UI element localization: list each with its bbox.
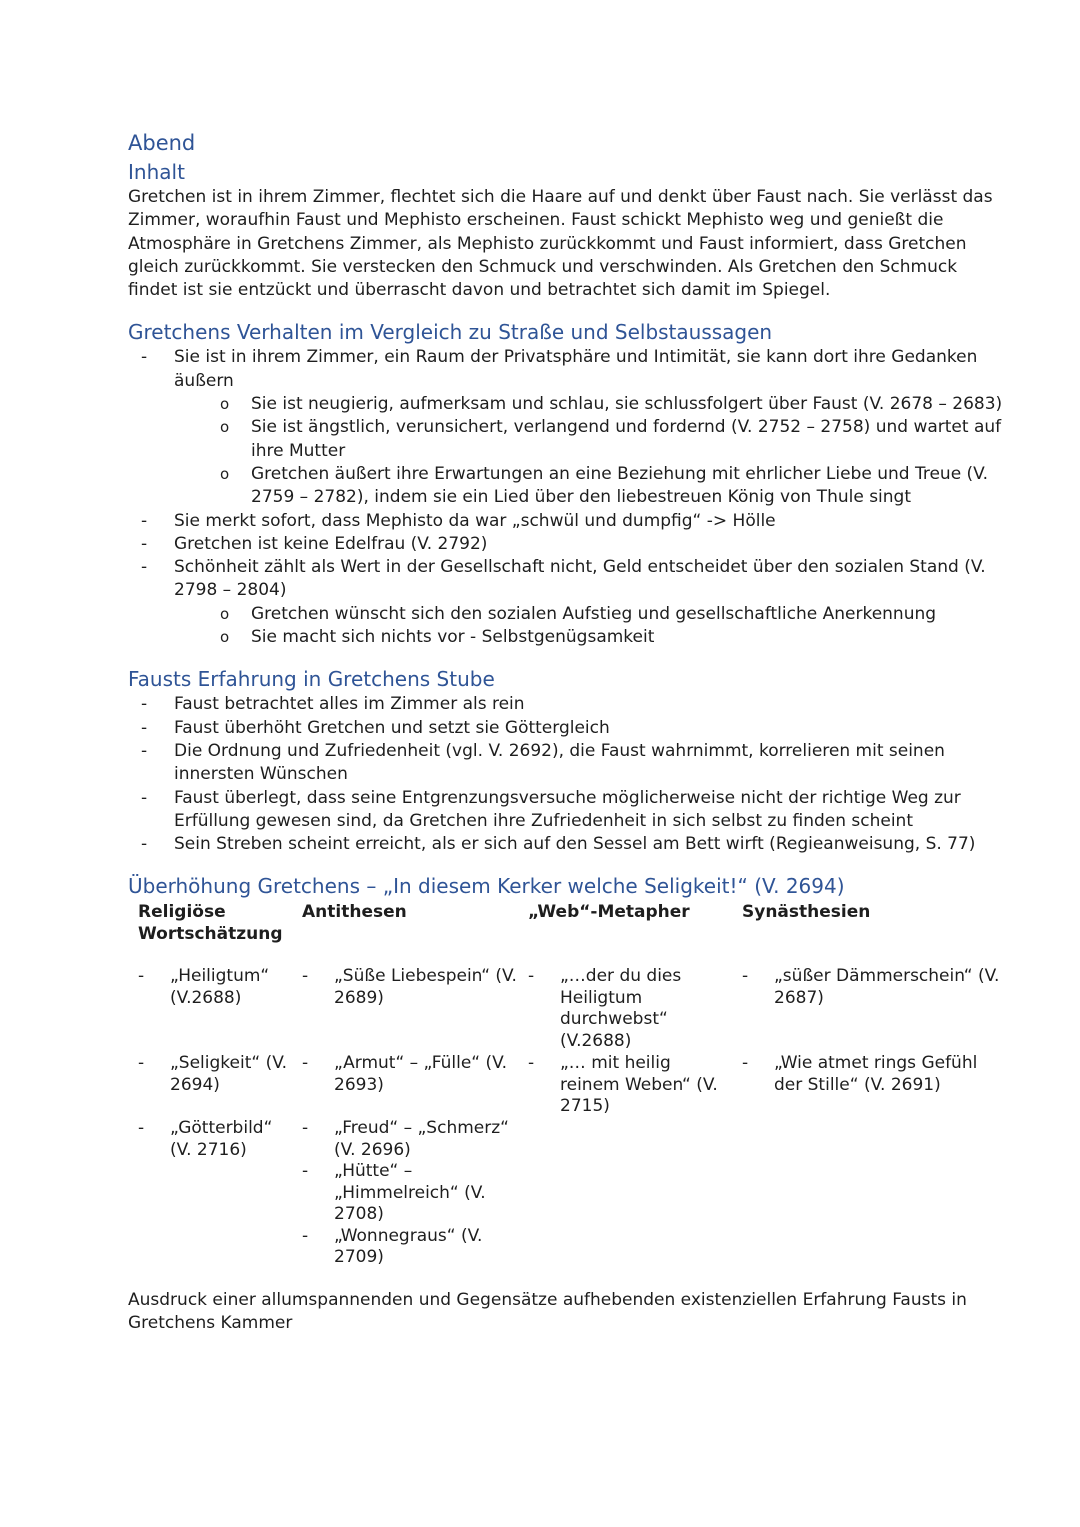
document-page	[128, 128, 1008, 1336]
table-item: - „…der du dies Heiligtum durchwebst“ (V.2688)	[518, 966, 732, 1053]
table-item: - „… mit heilig reinem Weben“ (V. 2715)	[518, 1053, 732, 1118]
list-item: - Faust überhöht Gretchen und setzt sie Göttergleich	[128, 717, 1008, 740]
column-header: „Web“-Metapher	[528, 902, 690, 923]
list-item: - Sie merkt sofort, dass Mephisto da war „schwül und dumpfig“ -> Hölle	[128, 510, 1008, 533]
column-header: Synästhesien	[742, 902, 871, 923]
list-item-text: Sie ist in ihrem Zimmer, ein Raum der Privatsphäre und Intimität, sie kann dort ihre Gedanken äußern	[174, 347, 978, 391]
verhalten-heading: Gretchens Verhalten im Vergleich zu Straße und Selbstaussagen	[128, 320, 773, 345]
religioes-column	[128, 945, 292, 1269]
table-item: - „Süße Liebespein“ (V. 2689)	[292, 966, 518, 1053]
list-item: - Die Ordnung und Zufriedenheit (vgl. V. 2692), die Faust wahrnimmt, korrelieren mit seinen innersten Wünschen	[128, 740, 1008, 787]
list-item: - Faust betrachtet alles im Zimmer als rein	[128, 693, 1008, 716]
table-item: - „Seligkeit“ (V. 2694)	[128, 1053, 292, 1118]
sub-list-item: o Sie ist ängstlich, verunsichert, verlangend und fordernd (V. 2752 – 2758) und wartet auf ihre Mutter	[128, 416, 1008, 463]
page-title: Abend	[128, 131, 196, 155]
verhalten-section	[128, 318, 1008, 649]
list-item-text: Schönheit zählt als Wert in der Gesellschaft nicht, Geld entscheidet über den sozialen Stand (V. 2798 – 2804)	[174, 557, 986, 601]
ueberhoehung-section	[128, 872, 1008, 1269]
inhalt-heading: Inhalt	[128, 160, 185, 184]
sub-list-item: o Sie macht sich nichts vor - Selbstgenügsamkeit	[128, 626, 1008, 649]
fazit-text: Ausdruck einer allumspannenden und Gegensätze aufhebenden existenziellen Erfahrung Fausts in Gretchens Kammer	[128, 1289, 967, 1334]
table-item: - „Wie atmet rings Gefühl der Stille“ (V. 2691)	[732, 1053, 1008, 1096]
table-item: - „süßer Dämmerschein“ (V. 2687)	[732, 966, 1008, 1053]
erfahrung-section	[128, 665, 1008, 856]
column-header: Religiöse Wortschätzung	[138, 902, 283, 944]
list-item: - Sein Streben scheint erreicht, als er sich auf den Sessel am Bett wirft (Regieanweisung, S. 77)	[128, 833, 1008, 856]
stilmittel-table	[128, 902, 1008, 1269]
sub-list	[174, 603, 1008, 650]
table-item: - „Wonnegraus“ (V. 2709)	[292, 1226, 518, 1269]
table-item: - „Freud“ – „Schmerz“ (V. 2696)	[292, 1118, 518, 1161]
web-column	[518, 945, 732, 1269]
sub-list-item: o Gretchen wünscht sich den sozialen Aufstieg und gesellschaftliche Anerkennung	[128, 603, 1008, 626]
erfahrung-list	[128, 693, 1008, 856]
inhalt-text: Gretchen ist in ihrem Zimmer, flechtet sich die Haare auf und denkt über Faust nach. Sie verlässt das Zimmer, woraufhin Faust und Mephisto erscheinen. Faust schickt Mephisto weg und genießt die Atmosphäre in Gretchens Zimmer, als Mephisto zurückkommt und Faust informiert, dass Gretchen gleich zurückkommt. Sie verstecken den Schmuck und verschwinden. Als Gretchen den Schmuck findet ist sie entzückt und überrascht davon und betrachtet sich damit im Spiegel.	[128, 187, 993, 301]
column-header: Antithesen	[302, 902, 407, 923]
sub-list-item: o Sie ist neugierig, aufmerksam und schlau, sie schlussfolgert über Faust (V. 2678 – 2683)	[128, 393, 1008, 416]
table-item: - „Armut“ – „Fülle“ (V. 2693)	[292, 1053, 518, 1118]
erfahrung-heading: Fausts Erfahrung in Gretchens Stube	[128, 667, 495, 692]
verhalten-list	[128, 346, 1008, 649]
ueberhoehung-heading: Überhöhung Gretchens – „In diesem Kerker welche Seligkeit!“ (V. 2694)	[128, 874, 845, 899]
table-item: - „Hütte“ – „Himmelreich“ (V. 2708)	[292, 1161, 518, 1226]
table-item: - „Heiligtum“ (V.2688)	[128, 966, 292, 1053]
sub-list-item: o Gretchen äußert ihre Erwartungen an eine Beziehung mit ehrlicher Liebe und Treue (V. 2759 – 2782), indem sie ein Lied über den liebestreuen König von Thule singt	[128, 463, 1008, 510]
list-item: - Faust überlegt, dass seine Entgrenzungsversuche möglicherweise nicht der richtige Weg zur Erfüllung gewesen sind, da Gretchen ihre Zufriedenheit in sich selbst zu finden scheint	[128, 787, 1008, 834]
list-item	[128, 556, 1008, 649]
synaesthesien-column	[732, 945, 1008, 1269]
list-item: - Gretchen ist keine Edelfrau (V. 2792)	[128, 533, 1008, 556]
antithesen-column	[292, 945, 518, 1269]
sub-list	[174, 393, 1008, 509]
table-item: - „Götterbild“ (V. 2716)	[128, 1118, 292, 1161]
list-item	[128, 346, 1008, 509]
